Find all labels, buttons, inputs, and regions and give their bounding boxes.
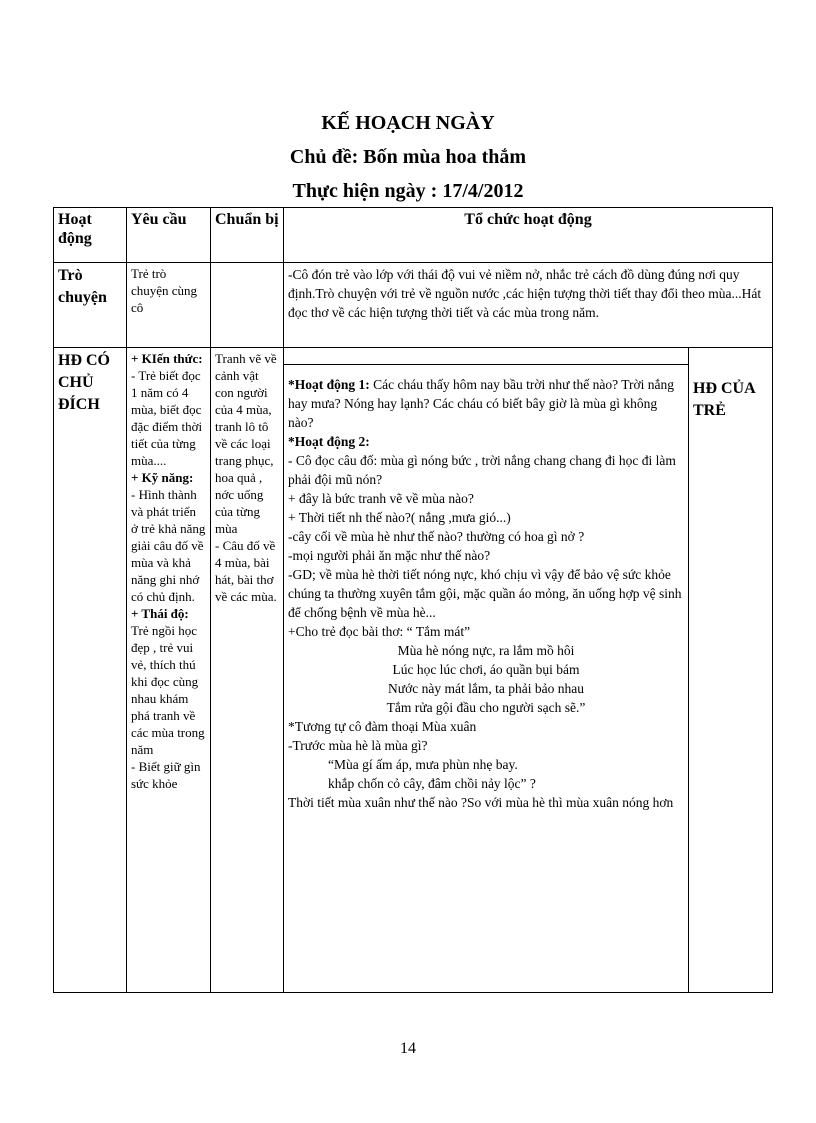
org-divider — [284, 348, 688, 365]
spring-poem-line: “Mùa gí ấm áp, mưa phùn nhẹ bay. — [328, 757, 518, 772]
spring-line: -Trước mùa hè là mùa gì? — [288, 738, 428, 753]
act-line: - Cô đọc câu đố: mùa gì nóng bức , trời nắng chang chang đi học đi làm phải đội mũ nón? — [288, 453, 676, 487]
activity2-heading: *Hoạt động 2: — [288, 434, 370, 449]
page-title: KẾ HOẠCH NGÀY — [321, 112, 495, 134]
spring-poem-line: khắp chốn cỏ cây, đâm chồi nảy lộc” ? — [328, 776, 536, 791]
row1-organization: -Cô đón trẻ vào lớp với thái độ vui vẻ niềm nở, nhắc trẻ cách đồ dùng đúng nơi quy định.Trò chuyện với trẻ về nguồn nước ,các hiện tượng thời tiết thay đổi theo mùa...Hát đọc thơ về các hiện tượng thời tiết và các mùa trong năm. — [284, 263, 773, 348]
attitude-text: Trẻ ngồi học đẹp , trẻ vui vẻ, thích thú khi đọc cùng nhau khám phá tranh về các mùa trong năm — [131, 623, 205, 757]
date-line: Thực hiện ngày : 17/4/2012 — [292, 180, 524, 202]
health-text: - Biết giữ gìn sức khỏe — [131, 759, 201, 791]
skills-text: - Hình thành và phát triển ở trẻ khả năng giải câu đố về mùa và khả năng ghi nhớ có chủ định. — [131, 487, 206, 604]
header-row — [54, 208, 773, 263]
poem-line: Nước này mát lắm, ta phải bảo nhau — [388, 681, 584, 696]
header-activity: Hoạt động — [54, 208, 127, 263]
page-number: 14 — [400, 1040, 416, 1057]
row1-name: Trò chuyện — [54, 263, 127, 348]
act-line: -GD; về mùa hè thời tiết nóng nực, khó chịu vì vậy để bảo vệ sức khỏe chúng ta thường xuyên tắm gội, mặc quần áo mỏng, ăn uống hợp vệ sinh để chống bệnh về mùa hè... — [288, 567, 682, 620]
table-row — [54, 348, 773, 993]
header-organization: Tổ chức hoạt động — [284, 208, 773, 263]
plan-table — [53, 207, 773, 993]
act-line: -cây cối về mùa hè như thế nào? thường có hoa gì nở ? — [288, 529, 585, 544]
poem-line: Lúc học lúc chơi, áo quần bụi bám — [392, 662, 580, 677]
poem-line: Mùa hè nóng nực, ra lắm mồ hôi — [397, 643, 575, 658]
row2-name: HĐ CÓ CHỦ ĐÍCH — [54, 348, 127, 993]
child-activity-col: HĐ CỦA TRẺ — [689, 348, 773, 993]
activity1-heading: *Hoạt động 1: — [288, 377, 370, 392]
topic-subtitle: Chủ đề: Bốn mùa hoa thắm — [289, 146, 527, 168]
prep-pictures: Tranh vẽ về cảnh vật con người của 4 mùa, tranh lô tô về các loại trang phục, hoa quả , nớc uống của từng mùa — [215, 351, 277, 536]
prep-riddles: - Câu đố về 4 mùa, bài hát, bài thơ về các mùa. — [215, 538, 277, 604]
act-line: -mọi người phải ăn mặc như thế nào? — [288, 548, 491, 563]
act-line: +Cho trẻ đọc bài thơ: “ Tắm mát” — [288, 624, 471, 639]
skills-heading: + Kỹ năng: — [131, 470, 194, 485]
spring-line: *Tương tự cô đàm thoại Mùa xuân — [288, 719, 477, 734]
row1-prep — [211, 263, 284, 348]
poem-line: Tắm rửa gội đầu cho người sạch sẽ.” — [386, 700, 586, 715]
act-line: + Thời tiết nh thế nào?( nắng ,mưa gió...) — [288, 510, 511, 525]
row2-prep — [211, 348, 284, 993]
spring-line: Thời tiết mùa xuân như thế nào ?So với mùa hè thì mùa xuân nóng hơn — [288, 795, 674, 810]
act-line: + đây là bức tranh vẽ về mùa nào? — [288, 491, 474, 506]
knowledge-text: - Trẻ biết đọc 1 năm có 4 mùa, biết đọc đặc điểm thời tiết của từng mùa.... — [131, 368, 203, 468]
row2-organization — [284, 348, 689, 993]
row2-requirement — [127, 348, 211, 993]
knowledge-heading: + KIến thức: — [131, 351, 203, 366]
row1-requirement: Trẻ trò chuyện cùng cô — [127, 263, 211, 348]
table-row — [54, 263, 773, 348]
header-preparation: Chuẩn bị — [211, 208, 284, 263]
activity1-text: Các cháu thấy hôm nay bầu trời như thế nào? Trời nắng hay mưa? Nóng hay lạnh? Các cháu có biết bây giờ là mùa gì không nào? — [288, 377, 675, 430]
attitude-heading: + Thái độ: — [131, 606, 189, 621]
header-requirement: Yêu cầu — [127, 208, 211, 263]
